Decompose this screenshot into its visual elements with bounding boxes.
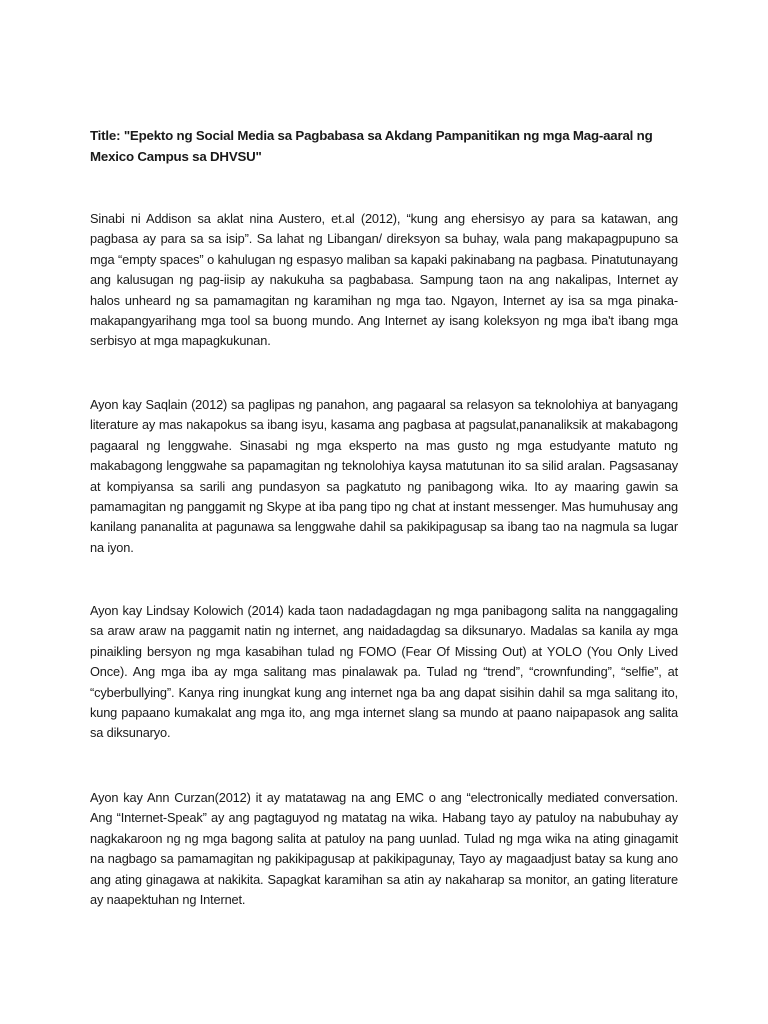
paragraph-curzan: Ayon kay Ann Curzan(2012) it ay matatawag na ang EMC o ang “electronically mediated conversation. Ang “Internet-Speak” ay ang pagtaguyod ng matatag na wika. Habang tayo ay patuloy na nabubuhay ay nagkakaroon ng ng mga bagong salita at patuloy na pang uunlad. Tulad ng mga wika na ating ginagamit na nagbago sa pamamagitan ng pakikipagusap at pakikipagunay, Tayo ay magaadjust batay sa kung ano ang ating ginagawa at nakikita. Sapagkat karamihan sa atin ay nakaharap sa monitor, an gating literature ay naapektuhan ng Internet. <box>90 790 678 908</box>
paragraph-saqlain: Ayon kay Saqlain (2012) sa paglipas ng panahon, ang pagaaral sa relasyon sa teknolohiya at banyagang literature ay mas nakapokus sa ibang isyu, kasama ang pagbasa at pagsulat,pananaliksik at makabagong pagaaral ng lenggwahe. Sinasabi ng mga eksperto na mas gusto ng mga estudyante matuto ng makabagong lenggwahe sa papamagitan ng teknolohiya kaysa matutunan ito sa silid aralan. Pagsasanay at kompiyansa sa sarili ang pundasyon sa pagkatuto ng panibagong wika. Ito ay maaring gawin sa pamamagitan ng panggamit ng Skype at iba pang tipo ng chat at instant messenger. Mas humuhusay ang kanilang pananalita at pagunawa sa lenggwahe dahil sa pakikipagusap sa ibang tao na nagmula sa lugar na iyon. <box>90 397 678 555</box>
paragraph-kolowich: Ayon kay Lindsay Kolowich (2014) kada taon nadadagdagan ng mga panibagong salita na nanggagaling sa araw araw na paggamit natin ng internet, ang naidadagdag sa diksunaryo. Madalas sa kanila ay mga pinaikling bersyon ng mga kasabihan tulad ng FOMO (Fear Of Missing Out) at YOLO (You Only Lived Once). Ang mga iba ay mga salitang mas pinalawak pa. Tulad ng “trend”, “crownfunding”, “selfie”, at “cyberbullying”. Kanya ring inungkat kung ang internet nga ba ang dapat sisihin dahil sa mga salitang ito, kung papaano kumakalat ang mga ito, ang mga internet slang sa mundo at paano naipapasok ang salita sa diksunaryo. <box>90 603 678 741</box>
paragraph-addison: Sinabi ni Addison sa aklat nina Austero, et.al (2012), “kung ang ehersisyo ay para sa katawan, ang pagbasa ay para sa sa isip”. Sa lahat ng Libangan/ direksyon sa buhay, wala pang makapagpupuno sa mga “empty spaces” o kahulugan ng espasyo maliban sa kapaki pakinabang na pagbasa. Pinatutunayang ang kalusugan ng pag-iisip ay nakukuha sa pagbabasa. Sampung taon na ang nakalipas, Internet ay halos unheard ng sa pamamagitan ng karamihan ng mga tao. Ngayon, Internet ay isa sa mga pinaka-makapangyarihang mga tool sa buong mundo. Ang Internet ay isang koleksyon ng mga iba't ibang mga serbisyo at mga mapagkukunan. <box>90 211 678 349</box>
document-title: Title: "Epekto ng Social Media sa Pagbabasa sa Akdang Pampanitikan ng mga Mag-aaral ng Mexico Campus sa DHVSU" <box>90 128 653 164</box>
